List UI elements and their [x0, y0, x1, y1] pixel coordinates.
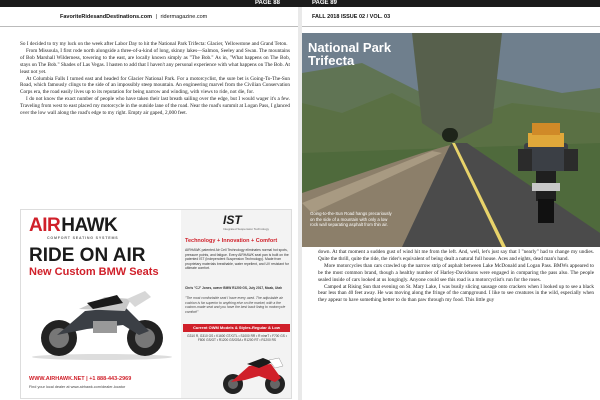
- paragraph: So I decided to try my luck on the week after Labor Day to hit the National Park Trifecta: Glacier, Yellowstone and Grand Teton.: [20, 41, 288, 47]
- photo-caption: Going-to-the-Sun Road hangs precariously on the side of a mountain with only a low rock wall separating asphalt from thin air.: [310, 211, 392, 228]
- ad-quote-author: Chris "CJ" Jones, owner BMW R1200 GS, July 2017, Moab, Utah: [185, 286, 283, 290]
- site-name: FavoriteRidesandDestinations.com: [60, 14, 152, 20]
- ad-body: AIRHAWK patented Air Cell Technology eliminates normal hot spots, pressure points, and fatigue. Every AIRHAWK seat pan is built on the patented IST (Independent Suspension Technology). Made from proprietary materials breathable, water repellent, and UV resistant for ultimate comfort.: [185, 248, 289, 271]
- right-article-column: [318, 249, 594, 304]
- left-page-header: [0, 7, 298, 27]
- ad-left-panel: [21, 210, 181, 399]
- paragraph: down. At that moment a sudden gust of wind hit me from the left. And, well, let's just say that I "nearly" had to change my undies. Quite the thrill, quite the ride, the rider's equivalent of being dealt a natural full house. Aces and eights, dead man's hand.: [318, 249, 594, 262]
- paragraph: From Missoula, I first rode north alongside a three-of-a-kind of long, skinny lakes—Salmon, Seeley and Swan. The mountains of Bob Marshall Wilderness, towering to the east, are locally known simply as "The Bob." As in, "What happens on The Bob, stays on The Bob." Shades of Las Vegas. I hasten to add that I haven't any personal experience with what happens on The Bob. At least not yet.: [20, 47, 290, 75]
- site-name-secondary: ridermagazine.com: [160, 14, 208, 20]
- ad-cta-bar: Current OWM Models & Styles-Regular & Low: [183, 324, 290, 332]
- ad-right-panel: [181, 210, 292, 399]
- tech-bar: Technology + Innovation + Comfort: [185, 238, 278, 244]
- ist-logo: IST: [223, 213, 242, 227]
- paragraph: At Columbia Falls I turned east and headed for Glacier National Park. For a motorcyclist, the sure bet is Going-To-The-Sun Road, which famously clings to the side of an impossibly steep mountain. An engineering marvel from the Civilian Conservation Corps era, the road easily lives up to its reputation for being narrow and winding, with views to ride, not die, for.: [20, 75, 290, 96]
- motorcycle-illustration: [27, 283, 177, 361]
- road-photo: [302, 33, 600, 247]
- left-page: [0, 7, 298, 400]
- airhawk-tagline: COMFORT SEATING SYSTEMS: [47, 236, 119, 240]
- ad-subhead: New Custom BMW Seats: [29, 266, 159, 278]
- page-number-right: PAGE 89: [312, 0, 337, 6]
- paragraph: Camped at Rising Sun that evening on St. Mary Lake, I was busily slicing sausage onto crackers when I looked up to see a black bear less than 40 feet away. He was moving along the fringe of the campground. I like to see creatures in the wild, especially when they appear to have something better to do than paw through my food. This little guy: [318, 283, 594, 304]
- right-page-header: [302, 7, 600, 27]
- issue-info: FALL 2018 ISSUE 02 / VOL. 03: [312, 14, 391, 20]
- dealer-locator[interactable]: Find your local dealer at www.airhawk.com/dealer-locator: [29, 385, 126, 389]
- ad-url[interactable]: WWW.AIRHAWK.NET | +1 888-443-2969: [29, 376, 132, 382]
- top-bar: [0, 0, 600, 7]
- ad-model-list: G310 R, G310 GS • K1600 GT/GTL • S1000 RR • R nineT • F700 GS • F800 GS/GT • R1200 GS/GSA • R1200 RT • R1200 RS: [187, 334, 287, 343]
- left-article-column: [20, 41, 290, 117]
- airhawk-logo: AIRHAWK: [29, 215, 118, 236]
- ad-quote: "The most comfortable seat I have every used. The adjustable air cushion is far superior to anything else on the market, with a the custom-made seat and you have the best back lining to motorcycle comfort!": [185, 296, 286, 314]
- header-divider: |: [155, 14, 157, 20]
- ad-headline: RIDE ON AIR: [29, 245, 146, 266]
- paragraph: I do not know the exact number of people who have taken their last breath sailing over the edge, but I would wager it's a few. Traveling from west to east placed my motorcycle in the outside lane of the road. Near the road's summit at Logan Pass, I glanced over the low wall along the road's edge to my right. Empty air gaped, 2,000 feet.: [20, 96, 290, 117]
- photo-title: National Park Trifecta: [308, 40, 392, 68]
- page-number-left: PAGE 88: [255, 0, 280, 6]
- right-page: [302, 7, 600, 400]
- airhawk-advertisement[interactable]: [20, 209, 292, 399]
- ist-tagline: Integrated Suspension Technology: [223, 227, 269, 231]
- sport-motorcycle-illustration: [219, 352, 289, 396]
- paragraph: More motorcycles than cars crawled up the narrow strip of asphalt between Lake McDonald and Logan Pass. BMWs appeared to be the most common brand, though a healthy number of Harley-Davidsons were engaged in comparing the pass also. The people sealed inside of cars looked at us longingly. Anyone could see this road is a motorcyclist's run for the roses.: [318, 262, 594, 283]
